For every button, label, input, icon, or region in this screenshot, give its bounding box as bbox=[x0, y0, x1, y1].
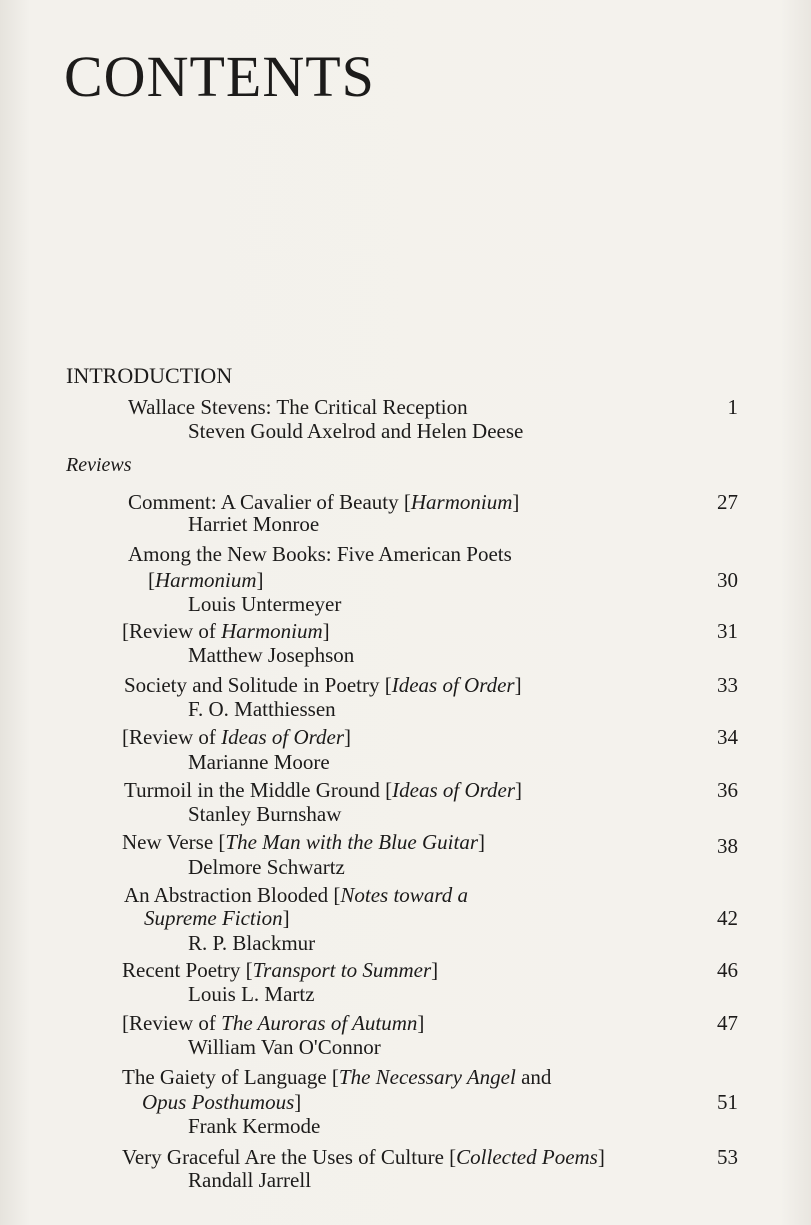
entry-title-line bbox=[122, 725, 351, 749]
entry-author: Frank Kermode bbox=[188, 1114, 321, 1138]
entry-title-segment: [Review of bbox=[122, 619, 222, 643]
entry-title-segment: ] bbox=[514, 673, 522, 697]
entry-page-number: 38 bbox=[717, 834, 738, 858]
entry-title-segment: New Verse [ bbox=[122, 830, 226, 854]
entry-title-line bbox=[122, 1145, 605, 1169]
entry-title-line bbox=[128, 490, 519, 514]
entry-page-number: 47 bbox=[717, 1011, 738, 1035]
entry-author: William Van O'Connor bbox=[188, 1035, 381, 1059]
entry-title-segment: Harmonium bbox=[155, 568, 257, 592]
entry-title-segment: ] bbox=[344, 725, 352, 749]
entry-title-line bbox=[122, 1065, 551, 1089]
entry-title-line bbox=[124, 883, 468, 907]
entry-title-segment: The Man with the Blue Guitar bbox=[225, 830, 478, 854]
entry-author: R. P. Blackmur bbox=[188, 931, 316, 955]
entry-title-segment: Notes toward a bbox=[340, 883, 468, 907]
entry-page-number: 34 bbox=[717, 725, 738, 749]
entry-author: Stanley Burnshaw bbox=[188, 802, 342, 826]
entry-title-segment: Supreme Fiction bbox=[144, 906, 283, 930]
entry-title-segment: The Gaiety of Language [ bbox=[122, 1065, 339, 1089]
entry-author: Louis L. Martz bbox=[188, 982, 315, 1006]
entry-title-segment: Turmoil in the Middle Ground [ bbox=[124, 778, 393, 802]
entry-title-segment: ] bbox=[597, 1145, 605, 1169]
entry-title-segment: ] bbox=[431, 958, 439, 982]
entry-title-segment: ] bbox=[256, 568, 264, 592]
entry-title-segment: Wallace Stevens: The Critical Reception bbox=[128, 395, 468, 419]
entry-author: Steven Gould Axelrod and Helen Deese bbox=[188, 419, 524, 443]
entry-title-segment: Society and Solitude in Poetry [ bbox=[124, 673, 392, 697]
entry-title-segment: Ideas of Order bbox=[391, 673, 515, 697]
page-title: CONTENTS bbox=[64, 44, 375, 109]
entry-title-segment: An Abstraction Blooded [ bbox=[124, 883, 341, 907]
entry-title-segment: The Auroras of Autumn bbox=[221, 1011, 418, 1035]
entry-title-segment: Comment: A Cavalier of Beauty [ bbox=[128, 490, 411, 514]
entry-title-line bbox=[144, 906, 290, 930]
entry-author: F. O. Matthiessen bbox=[188, 697, 336, 721]
entry-title-segment: ] bbox=[322, 619, 330, 643]
entry-page-number: 36 bbox=[717, 778, 738, 802]
entry-title-segment: ] bbox=[282, 906, 290, 930]
entry-title-segment: Harmonium bbox=[410, 490, 513, 514]
section-heading-reviews: Reviews bbox=[66, 454, 132, 476]
entry-title-line bbox=[124, 673, 522, 697]
entry-title-line bbox=[122, 619, 330, 643]
entry-author: Randall Jarrell bbox=[188, 1168, 312, 1192]
entry-title-segment: [Review of bbox=[122, 1011, 222, 1035]
entry-title-segment: Ideas of Order bbox=[221, 725, 345, 749]
entry-title-segment: Recent Poetry [ bbox=[122, 958, 253, 982]
entry-title-line bbox=[122, 1011, 424, 1035]
entry-title-line bbox=[142, 1090, 301, 1114]
entry-author: Matthew Josephson bbox=[188, 643, 355, 667]
entry-page-number: 33 bbox=[717, 673, 738, 697]
entry-title-segment: Transport to Summer bbox=[252, 958, 432, 982]
entry-title-line bbox=[148, 568, 264, 592]
entry-title-segment: Among the New Books: Five American Poets bbox=[128, 542, 512, 566]
entry-title-segment: and bbox=[515, 1065, 552, 1089]
entry-title-line bbox=[128, 395, 468, 419]
entry-title-segment: ] bbox=[512, 490, 520, 514]
entry-title-line bbox=[128, 542, 512, 566]
entry-author: Delmore Schwartz bbox=[188, 855, 345, 879]
section-heading-introduction: INTRODUCTION bbox=[66, 363, 233, 388]
entry-page-number: 31 bbox=[717, 619, 738, 643]
entry-title-segment: Ideas of Order bbox=[392, 778, 516, 802]
entry-title-segment: [ bbox=[148, 568, 155, 592]
entry-title-segment: ] bbox=[417, 1011, 425, 1035]
entry-title-line bbox=[122, 830, 485, 854]
entry-title-segment: [Review of bbox=[122, 725, 222, 749]
entry-title-segment: ] bbox=[478, 830, 485, 854]
entry-title-line bbox=[122, 958, 438, 982]
entry-page-number: 1 bbox=[727, 395, 738, 419]
entry-title-line bbox=[124, 778, 522, 802]
entry-page-number: 27 bbox=[717, 490, 738, 514]
entry-title-segment: The Necessary Angel bbox=[338, 1065, 516, 1089]
entry-page-number: 46 bbox=[717, 958, 738, 982]
entry-title-segment: ] bbox=[515, 778, 523, 802]
entry-page-number: 51 bbox=[717, 1090, 738, 1114]
entry-title-segment: ] bbox=[294, 1090, 302, 1114]
entry-title-segment: Harmonium bbox=[221, 619, 323, 643]
entry-author: Louis Untermeyer bbox=[188, 592, 342, 616]
entry-author: Marianne Moore bbox=[188, 750, 330, 774]
entry-page-number: 30 bbox=[717, 568, 738, 592]
entry-author: Harriet Monroe bbox=[188, 512, 320, 536]
entry-title-segment: Collected Poems bbox=[456, 1145, 598, 1169]
entry-page-number: 53 bbox=[717, 1145, 738, 1169]
entry-page-number: 42 bbox=[717, 906, 738, 930]
entry-title-segment: Very Graceful Are the Uses of Culture [ bbox=[122, 1145, 457, 1169]
entry-title-segment: Opus Posthumous bbox=[142, 1090, 295, 1114]
